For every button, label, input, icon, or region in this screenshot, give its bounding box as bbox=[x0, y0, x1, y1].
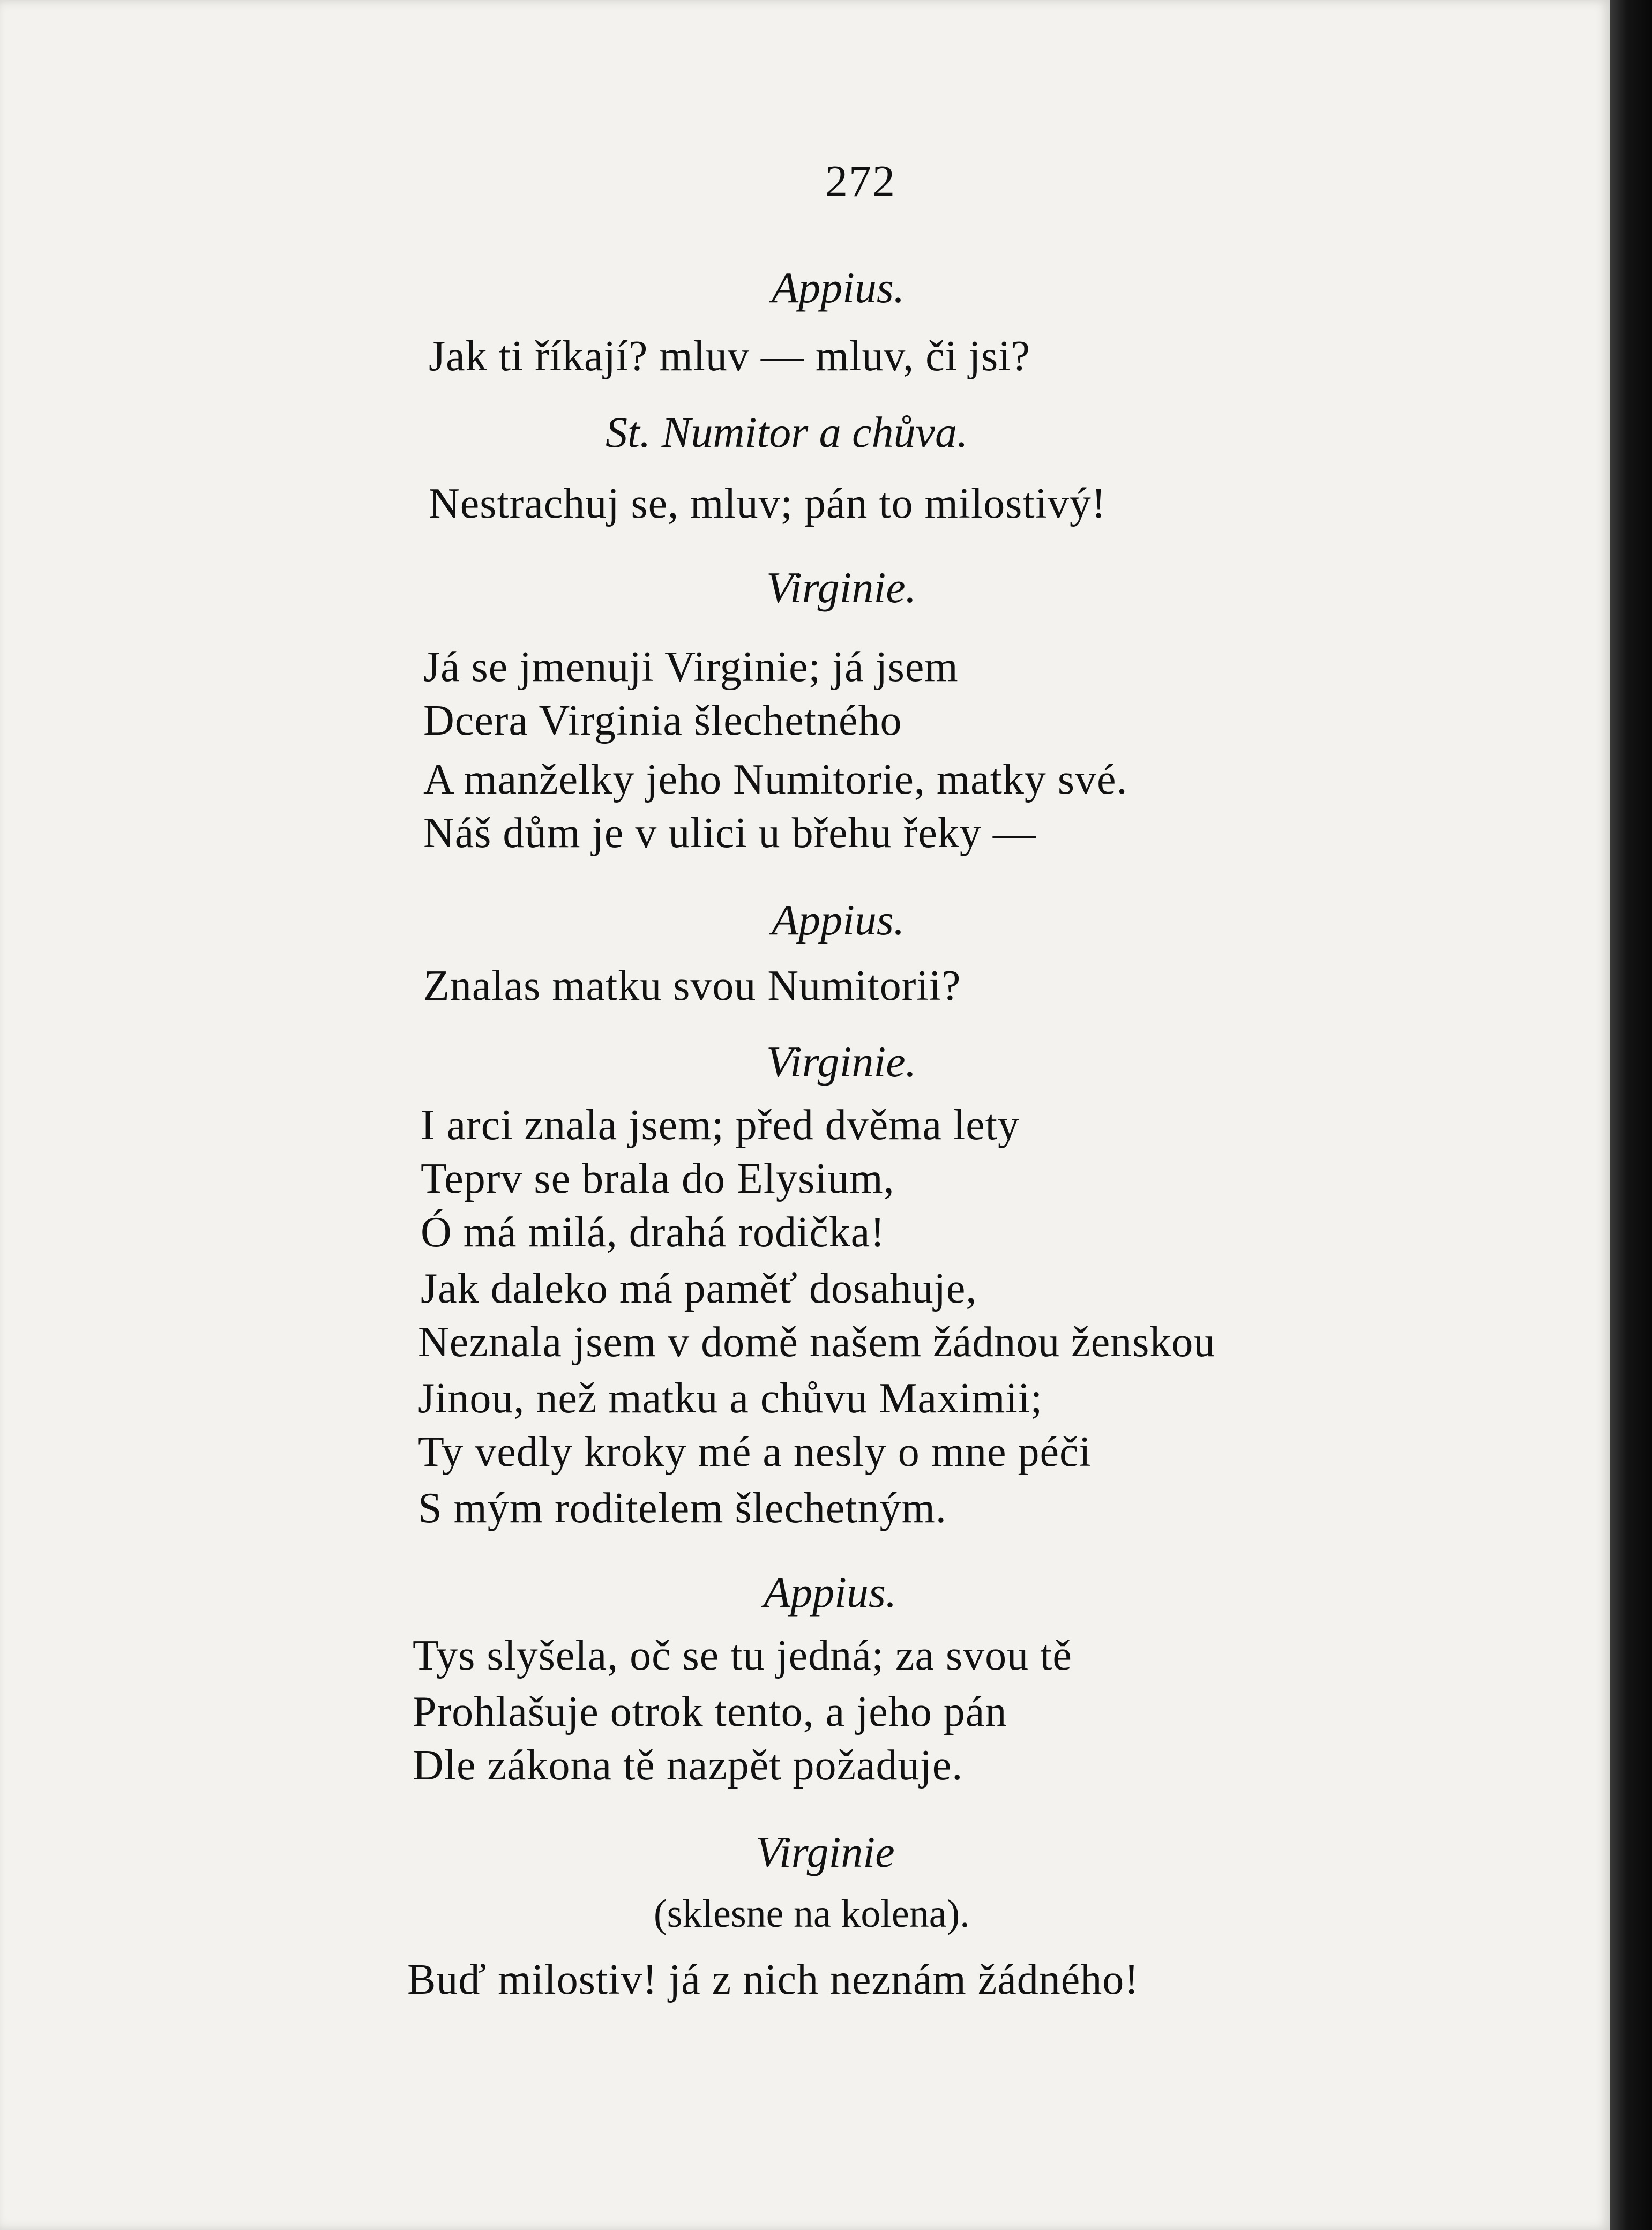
verse-line: Jak daleko má paměť dosahuje, bbox=[421, 1265, 977, 1312]
verse-line: Jak ti říkají? mluv — mluv, či jsi? bbox=[429, 333, 1030, 380]
book-edge bbox=[1610, 0, 1652, 2230]
verse-line: Dcera Virginia šlechetného bbox=[423, 697, 902, 744]
page-number: 272 bbox=[825, 156, 896, 206]
verse-line: Nestrachuj se, mluv; pán to milostivý! bbox=[429, 480, 1107, 527]
speaker-appius: Appius. bbox=[764, 1568, 897, 1617]
verse-line: Znalas matku svou Numitorii? bbox=[423, 962, 961, 1009]
verse-line: Ó má milá, drahá rodička! bbox=[421, 1209, 885, 1256]
stage-direction: (sklesne na kolena). bbox=[654, 1892, 970, 1936]
speaker-virginie: Virginie bbox=[756, 1828, 895, 1876]
verse-line: S mým roditelem šlechetným. bbox=[418, 1485, 947, 1532]
verse-line: I arci znala jsem; před dvěma lety bbox=[421, 1102, 1020, 1149]
speaker-appius: Appius. bbox=[772, 895, 905, 944]
verse-line: Dle zákona tě nazpět požaduje. bbox=[413, 1742, 963, 1789]
verse-line: Jinou, než matku a chůvu Maximii; bbox=[418, 1375, 1043, 1422]
verse-line: Buď milostiv! já z nich neznám žádného! bbox=[407, 1956, 1139, 2003]
verse-line: A manželky jeho Numitorie, matky své. bbox=[423, 756, 1128, 803]
speaker-appius: Appius. bbox=[772, 263, 905, 312]
speaker-virginie: Virginie. bbox=[766, 1037, 917, 1086]
verse-line: Prohlašuje otrok tento, a jeho pán bbox=[413, 1688, 1007, 1735]
speaker-virginie: Virginie. bbox=[766, 563, 917, 612]
speaker-numitor-chuva: St. Numitor a chůva. bbox=[606, 408, 968, 457]
verse-line: Náš dům je v ulici u břehu řeky — bbox=[423, 810, 1036, 857]
verse-line: Ty vedly kroky mé a nesly o mne péči bbox=[418, 1428, 1092, 1476]
verse-line: Neznala jsem v domě našem žádnou ženskou bbox=[418, 1319, 1216, 1366]
verse-line: Tys slyšela, oč se tu jedná; za svou tě bbox=[413, 1632, 1072, 1679]
verse-line: Já se jmenuji Virginie; já jsem bbox=[423, 643, 959, 691]
verse-line: Teprv se brala do Elysium, bbox=[421, 1155, 895, 1202]
